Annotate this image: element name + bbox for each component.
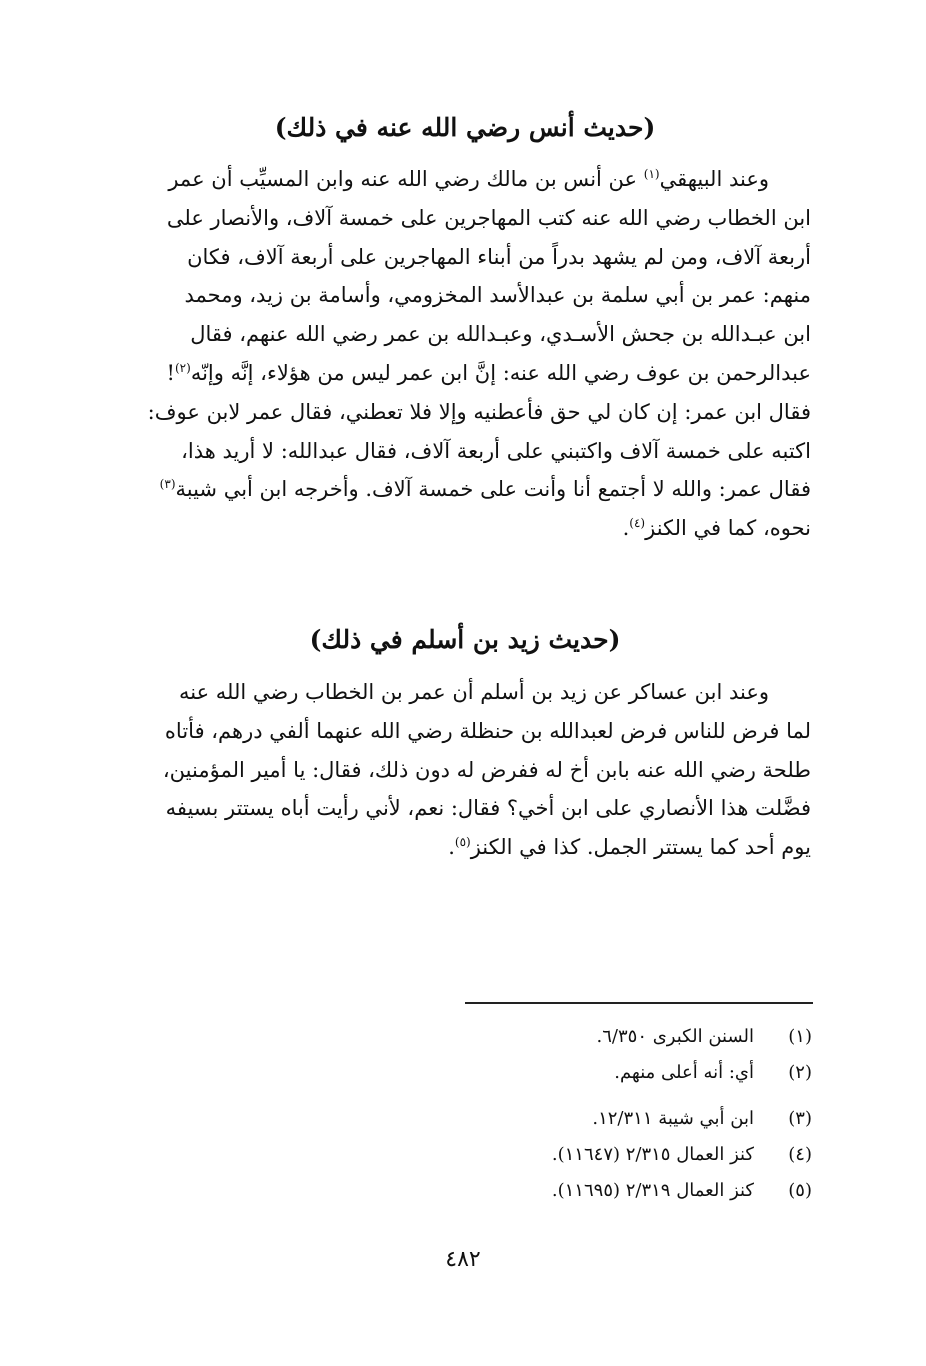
text-line: منهم: عمر بن أبي سلمة بن عبدالأسد المخزومي، وأسامة بن زيد، ومحمد [184,283,811,308]
footnote-number: (٤) [788,1143,812,1165]
text-line: لما فرض للناس فرض لعبدالله بن حنظلة رضي الله عنهما ألفي درهم، فأتاه [164,718,811,743]
footnote-ref[interactable]: (٤) [629,516,646,531]
text-line: عبدالرحمن بن عوف رضي الله عنه: إنَّ ابن عمر ليس من هؤلاء، إنَّه وإنّه$^{(٢)}$! [166,360,811,385]
footnote-divider [465,1002,813,1004]
footnote-ref[interactable]: (١) [643,167,660,181]
footnote-text: كنز العمال ٢/٣١٥ (١١٦٤٧). [551,1143,754,1165]
footnote-ref[interactable]: (٥) [454,835,471,850]
text-line: فقال عمر: والله لا أجتمع أنا وأنت على خمسة آلاف. وأخرجه ابن أبي شيبة$^{(٣)}$ [159,477,811,502]
paragraph-zayd [105,673,811,867]
text-line: يوم أحد كما يستتر الجمل. كذا في الكنز$^{(٥)}$. [448,835,811,860]
paragraph-anas [105,160,811,548]
text-line: ابن الخطاب رضي الله عنه كتب المهاجرين على خمسة آلاف، والأنصار على [166,205,811,230]
text-line: فضَّلت هذا الأنصاري على ابن أخي؟ فقال: نعم، لأني رأيت أباه يستتر بسيفه [165,796,811,821]
footnote-number: (٥) [788,1179,812,1201]
footnote-ref[interactable]: (٢) [174,360,191,375]
footnotes [300,1018,812,1208]
footnote-item [300,1136,812,1172]
section-heading-zayd: (حديث زيد بن أسلم في ذلك) [309,625,621,654]
footnote-item [300,1018,812,1054]
text-line: طلحة رضي الله عنه بابن أخ له ففرض له دون ذلك، فقال: يا أمير المؤمنين، [162,757,811,782]
footnote-item [300,1054,812,1090]
footnote-number: (٣) [788,1107,812,1129]
section-heading-anas: (حديث أنس رضي الله عنه في ذلك) [274,113,656,142]
footnote-item [300,1100,812,1136]
footnote-text: أي: أنه أعلى منهم. [614,1061,754,1083]
footnote-ref[interactable]: (٣) [159,477,176,492]
text-line: ابن عبـدالله بن جحش الأسـدي، وعبـدالله بن عمر رضي الله عنهم، فقال [190,322,811,347]
text-line: فقال ابن عمر: إن كان لي حق فأعطنيه وإلا فلا تعطني، فقال عمر لابن عوف: [147,399,811,424]
text-line: أربعة آلاف، ومن لم يشهد بدراً من أبناء المهاجرين على أربعة آلاف، فكان [187,244,811,269]
footnote-number: (١) [788,1025,812,1047]
text-line: وعند البيهقي$^{(١)}$ عن أنس بن مالك رضي الله عنه وابن المسيِّب أن عمر [168,167,769,191]
footnote-text: كنز العمال ٢/٣١٩ (١١٦٩٥). [551,1179,754,1201]
footnote-item [300,1172,812,1208]
text-line: اكتبه على خمسة آلاف واكتبني على أربعة آلاف، فقال عبدالله: لا أريد هذا، [181,438,811,463]
footnote-text: ابن أبي شيبة ١٢/٣١١. [592,1107,754,1129]
footnote-number: (٢) [788,1061,812,1083]
text-line: نحوه، كما في الكنز$^{(٤)}$. [622,516,811,541]
text-line: وعند ابن عساكر عن زيد بن أسلم أن عمر بن الخطاب رضي الله عنه [178,680,769,704]
footnote-text: السنن الكبرى ٦/٣٥٠. [596,1025,754,1047]
page-number: ٤٨٢ [445,1247,481,1272]
